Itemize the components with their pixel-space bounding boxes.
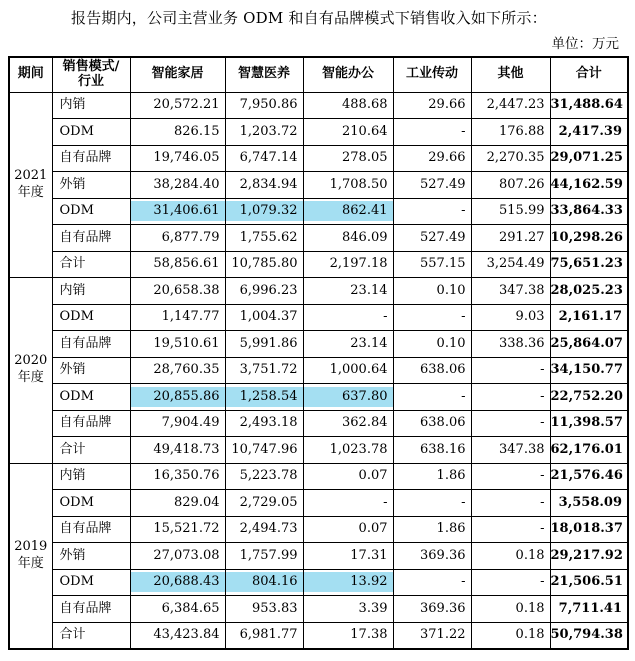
row-label-cell: 内销: [52, 278, 130, 305]
row-label-cell: 自有品牌: [52, 516, 130, 543]
column-header: 期间: [9, 57, 52, 92]
column-header: 工业传动: [393, 57, 471, 92]
table-row: [9, 92, 628, 119]
value-cell: 6,747.14: [225, 145, 303, 172]
table-row: [9, 172, 628, 199]
value-cell: 23.14: [303, 331, 393, 358]
table-row: [9, 543, 628, 570]
total-cell: 33,864.33: [550, 198, 628, 225]
revenue-table: [8, 56, 629, 650]
total-cell: 50,794.38: [550, 622, 628, 649]
value-cell: 15,521.72: [130, 516, 225, 543]
value-cell: 7,950.86: [225, 92, 303, 119]
value-cell: 23.14: [303, 278, 393, 305]
value-cell: 17.31: [303, 543, 393, 570]
total-cell: 2,417.39: [550, 119, 628, 146]
table-row: [9, 225, 628, 252]
row-label-cell: 合计: [52, 622, 130, 649]
total-cell: 29,217.92: [550, 543, 628, 570]
total-cell: 11,398.57: [550, 410, 628, 437]
row-label-cell: ODM: [52, 119, 130, 146]
value-cell: 2,270.35: [471, 145, 550, 172]
value-cell: 278.05: [303, 145, 393, 172]
value-cell: -: [471, 463, 550, 490]
value-cell: 638.16: [393, 437, 471, 464]
value-cell: 826.15: [130, 119, 225, 146]
total-cell: 75,651.23: [550, 251, 628, 278]
value-cell: 1,755.62: [225, 225, 303, 252]
table-row: [9, 331, 628, 358]
value-cell: -: [471, 410, 550, 437]
value-cell: 10,747.96: [225, 437, 303, 464]
value-cell: 6,996.23: [225, 278, 303, 305]
value-cell: 3,751.72: [225, 357, 303, 384]
value-cell: 19,510.61: [130, 331, 225, 358]
total-cell: 28,025.23: [550, 278, 628, 305]
value-cell: 9.03: [471, 304, 550, 331]
column-header: 智能家居: [130, 57, 225, 92]
table-row: [9, 490, 628, 517]
value-cell: 5,223.78: [225, 463, 303, 490]
table-row: [9, 516, 628, 543]
value-cell: 362.84: [303, 410, 393, 437]
value-cell: 6,384.65: [130, 596, 225, 623]
value-cell: -: [471, 357, 550, 384]
value-cell: 20,658.38: [130, 278, 225, 305]
unit-label: 单位：万元: [551, 36, 619, 52]
value-cell: 1,000.64: [303, 357, 393, 384]
value-cell: 31,406.61: [130, 198, 225, 225]
value-cell: 58,856.61: [130, 251, 225, 278]
table-row: [9, 437, 628, 464]
value-cell: 371.22: [393, 622, 471, 649]
value-cell: -: [393, 490, 471, 517]
value-cell: 43,423.84: [130, 622, 225, 649]
value-cell: 10,785.80: [225, 251, 303, 278]
value-cell: 27,073.08: [130, 543, 225, 570]
value-cell: 49,418.73: [130, 437, 225, 464]
value-cell: 1.86: [393, 463, 471, 490]
value-cell: 1,708.50: [303, 172, 393, 199]
value-cell: 557.15: [393, 251, 471, 278]
column-header: 其他: [471, 57, 550, 92]
total-cell: 22,752.20: [550, 384, 628, 411]
table-row: [9, 145, 628, 172]
value-cell: 0.10: [393, 331, 471, 358]
total-cell: 21,506.51: [550, 569, 628, 596]
table-body: [9, 92, 628, 649]
value-cell: -: [471, 569, 550, 596]
value-cell: -: [393, 569, 471, 596]
value-cell: 0.18: [471, 596, 550, 623]
total-cell: 10,298.26: [550, 225, 628, 252]
value-cell: 29.66: [393, 92, 471, 119]
value-cell: 19,746.05: [130, 145, 225, 172]
value-cell: 1,004.37: [225, 304, 303, 331]
value-cell: 829.04: [130, 490, 225, 517]
value-cell: -: [471, 516, 550, 543]
total-cell: 3,558.09: [550, 490, 628, 517]
value-cell: 3.39: [303, 596, 393, 623]
total-cell: 62,176.01: [550, 437, 628, 464]
value-cell: 291.27: [471, 225, 550, 252]
table-row: [9, 357, 628, 384]
total-cell: 2,161.17: [550, 304, 628, 331]
value-cell: 347.38: [471, 278, 550, 305]
value-cell: 28,760.35: [130, 357, 225, 384]
value-cell: 7,904.49: [130, 410, 225, 437]
value-cell: 527.49: [393, 172, 471, 199]
value-cell: 20,572.21: [130, 92, 225, 119]
row-label-cell: 自有品牌: [52, 145, 130, 172]
period-cell: 2020 年度: [9, 278, 52, 464]
table-row: [9, 596, 628, 623]
row-label-cell: ODM: [52, 490, 130, 517]
period-cell: 2021 年度: [9, 92, 52, 278]
total-cell: 7,711.41: [550, 596, 628, 623]
value-cell: 176.88: [471, 119, 550, 146]
paragraph-title: 报告期内，公司主营业务 ODM 和自有品牌模式下销售收入如下所示：: [71, 9, 547, 27]
value-cell: 16,350.76: [130, 463, 225, 490]
value-cell: 0.18: [471, 622, 550, 649]
value-cell: 1,079.32: [225, 198, 303, 225]
value-cell: 2,729.05: [225, 490, 303, 517]
row-label-cell: 自有品牌: [52, 410, 130, 437]
table-row: [9, 569, 628, 596]
value-cell: 846.09: [303, 225, 393, 252]
table-row: [9, 198, 628, 225]
row-label-cell: ODM: [52, 198, 130, 225]
value-cell: 638.06: [393, 357, 471, 384]
table-row: [9, 410, 628, 437]
value-cell: 29.66: [393, 145, 471, 172]
row-label-cell: 外销: [52, 543, 130, 570]
value-cell: 0.07: [303, 463, 393, 490]
value-cell: 0.10: [393, 278, 471, 305]
row-label-cell: 合计: [52, 251, 130, 278]
value-cell: 5,991.86: [225, 331, 303, 358]
column-header: 智慧医养: [225, 57, 303, 92]
value-cell: 2,834.94: [225, 172, 303, 199]
value-cell: -: [393, 198, 471, 225]
value-cell: 17.38: [303, 622, 393, 649]
value-cell: 488.68: [303, 92, 393, 119]
value-cell: 369.36: [393, 543, 471, 570]
value-cell: 638.06: [393, 410, 471, 437]
row-label-cell: 外销: [52, 172, 130, 199]
value-cell: 1,203.72: [225, 119, 303, 146]
value-cell: 953.83: [225, 596, 303, 623]
row-label-cell: 自有品牌: [52, 331, 130, 358]
value-cell: 6,877.79: [130, 225, 225, 252]
value-cell: 13.92: [303, 569, 393, 596]
total-cell: 18,018.37: [550, 516, 628, 543]
total-cell: 25,864.07: [550, 331, 628, 358]
value-cell: 1,147.77: [130, 304, 225, 331]
total-cell: 34,150.77: [550, 357, 628, 384]
table-row: [9, 384, 628, 411]
table-row: [9, 304, 628, 331]
value-cell: 1,757.99: [225, 543, 303, 570]
value-cell: 862.41: [303, 198, 393, 225]
value-cell: 637.80: [303, 384, 393, 411]
row-label-cell: ODM: [52, 384, 130, 411]
row-label-cell: ODM: [52, 569, 130, 596]
row-label-cell: 外销: [52, 357, 130, 384]
row-label-cell: 合计: [52, 437, 130, 464]
row-label-cell: 自有品牌: [52, 225, 130, 252]
column-header: 合计: [550, 57, 628, 92]
value-cell: 1,023.78: [303, 437, 393, 464]
value-cell: 210.64: [303, 119, 393, 146]
value-cell: -: [393, 119, 471, 146]
value-cell: 2,493.18: [225, 410, 303, 437]
table-row: [9, 463, 628, 490]
value-cell: 804.16: [225, 569, 303, 596]
value-cell: -: [303, 490, 393, 517]
total-cell: 21,576.46: [550, 463, 628, 490]
value-cell: -: [471, 384, 550, 411]
value-cell: 0.07: [303, 516, 393, 543]
row-label-cell: 自有品牌: [52, 596, 130, 623]
value-cell: -: [471, 490, 550, 517]
table-row: [9, 251, 628, 278]
row-label-cell: 内销: [52, 92, 130, 119]
column-header: 智能办公: [303, 57, 393, 92]
value-cell: 3,254.49: [471, 251, 550, 278]
value-cell: 2,447.23: [471, 92, 550, 119]
column-header: 销售模式/ 行业: [52, 57, 130, 92]
total-cell: 44,162.59: [550, 172, 628, 199]
total-cell: 31,488.64: [550, 92, 628, 119]
value-cell: 1.86: [393, 516, 471, 543]
value-cell: 0.18: [471, 543, 550, 570]
total-cell: 29,071.25: [550, 145, 628, 172]
value-cell: 515.99: [471, 198, 550, 225]
value-cell: 20,688.43: [130, 569, 225, 596]
value-cell: 807.26: [471, 172, 550, 199]
table-row: [9, 622, 628, 649]
value-cell: 347.38: [471, 437, 550, 464]
value-cell: 527.49: [393, 225, 471, 252]
value-cell: 6,981.77: [225, 622, 303, 649]
table-row: [9, 119, 628, 146]
value-cell: -: [393, 384, 471, 411]
value-cell: 20,855.86: [130, 384, 225, 411]
value-cell: -: [393, 304, 471, 331]
table-row: [9, 278, 628, 305]
value-cell: 1,258.54: [225, 384, 303, 411]
value-cell: 2,494.73: [225, 516, 303, 543]
value-cell: 338.36: [471, 331, 550, 358]
period-cell: 2019 年度: [9, 463, 52, 649]
value-cell: 2,197.18: [303, 251, 393, 278]
value-cell: 369.36: [393, 596, 471, 623]
row-label-cell: 内销: [52, 463, 130, 490]
table-header: [9, 57, 628, 92]
value-cell: -: [303, 304, 393, 331]
value-cell: 38,284.40: [130, 172, 225, 199]
row-label-cell: ODM: [52, 304, 130, 331]
